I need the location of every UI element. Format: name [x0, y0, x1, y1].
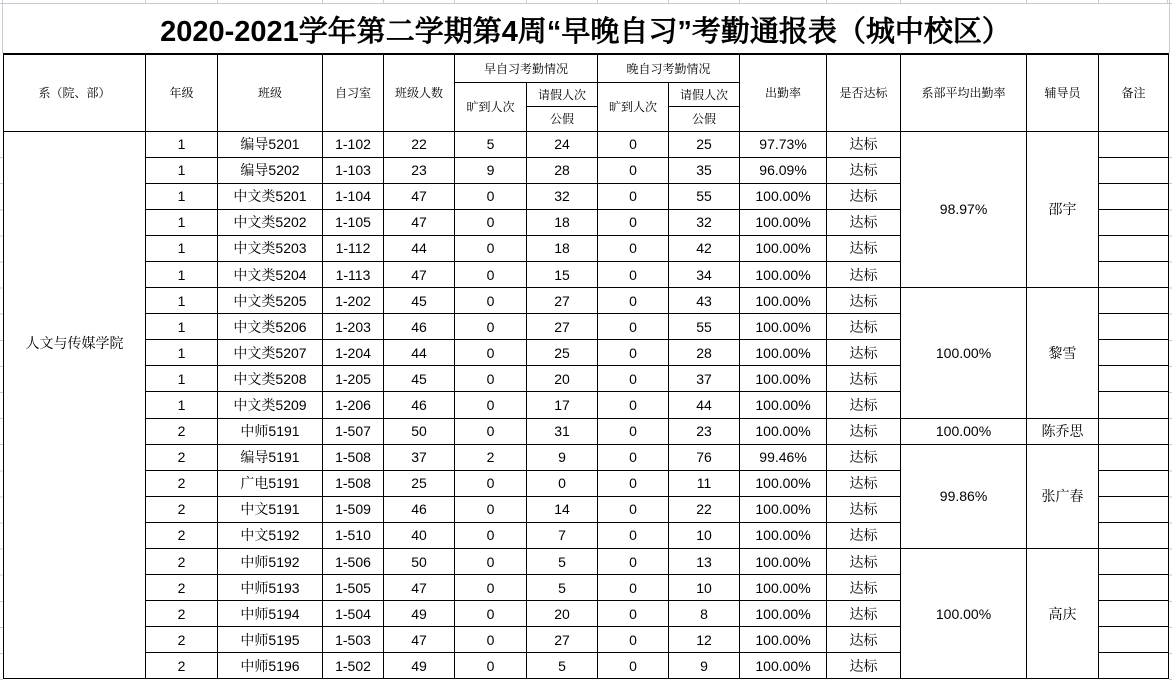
room-cell: 1-205 — [323, 366, 384, 392]
morning-leave-cell: 32 — [527, 183, 598, 209]
morning-absent-cell: 0 — [455, 183, 527, 209]
excel-gridline-stub — [322, 0, 323, 4]
rate-cell: 100.00% — [740, 496, 827, 522]
class-size-cell: 23 — [384, 157, 455, 183]
remark-cell — [1099, 314, 1169, 340]
morning-absent-cell: 0 — [455, 418, 527, 444]
class-size-cell: 47 — [384, 627, 455, 653]
room-cell: 1-510 — [323, 522, 384, 548]
evening-absent-cell: 0 — [598, 627, 669, 653]
evening-leave-cell: 43 — [669, 288, 740, 314]
morning-absent-cell: 0 — [455, 314, 527, 340]
morning-leave-cell: 17 — [527, 392, 598, 418]
grade-cell: 1 — [146, 288, 218, 314]
class-cell: 中文类5206 — [218, 314, 323, 340]
grade-cell: 2 — [146, 444, 218, 470]
rate-cell: 100.00% — [740, 261, 827, 287]
col-header-standard: 是否达标 — [827, 54, 901, 131]
morning-leave-cell: 14 — [527, 496, 598, 522]
standard-cell: 达标 — [827, 366, 901, 392]
remark-cell — [1099, 261, 1169, 287]
remark-cell — [1099, 366, 1169, 392]
evening-leave-cell: 34 — [669, 261, 740, 287]
evening-absent-cell: 0 — [598, 601, 669, 627]
grade-cell: 1 — [146, 235, 218, 261]
col-header-study-room: 自习室 — [323, 54, 384, 131]
grade-cell: 1 — [146, 157, 218, 183]
remark-cell — [1099, 157, 1169, 183]
page-title: 2020-2021学年第二学期第4周“早晚自习”考勤通报表（城中校区） — [160, 15, 1011, 48]
morning-absent-cell: 0 — [455, 209, 527, 235]
evening-leave-cell: 10 — [669, 575, 740, 601]
grade-cell: 1 — [146, 392, 218, 418]
grade-cell: 2 — [146, 522, 218, 548]
evening-leave-cell: 8 — [669, 601, 740, 627]
grade-cell: 2 — [146, 496, 218, 522]
class-size-cell: 37 — [384, 444, 455, 470]
excel-gridline-stub — [1098, 0, 1099, 4]
morning-leave-cell: 25 — [527, 340, 598, 366]
department-cell: 人文与传媒学院 — [4, 131, 146, 679]
remark-cell — [1099, 575, 1169, 601]
morning-absent-cell: 5 — [455, 131, 527, 157]
morning-leave-cell: 31 — [527, 418, 598, 444]
class-size-cell: 46 — [384, 496, 455, 522]
counselor-cell: 张广春 — [1027, 444, 1099, 548]
standard-cell: 达标 — [827, 444, 901, 470]
room-cell: 1-105 — [323, 209, 384, 235]
dept-avg-cell: 99.86% — [901, 444, 1027, 548]
evening-leave-cell: 10 — [669, 522, 740, 548]
evening-absent-cell: 0 — [598, 496, 669, 522]
grade-cell: 2 — [146, 418, 218, 444]
rate-cell: 100.00% — [740, 183, 827, 209]
remark-cell — [1099, 183, 1169, 209]
remark-cell — [1099, 601, 1169, 627]
morning-leave-cell: 20 — [527, 366, 598, 392]
evening-absent-cell: 0 — [598, 288, 669, 314]
morning-leave-cell: 28 — [527, 157, 598, 183]
rate-cell: 99.46% — [740, 444, 827, 470]
col-header-class: 班级 — [218, 54, 323, 131]
evening-leave-cell: 32 — [669, 209, 740, 235]
remark-cell — [1099, 235, 1169, 261]
grade-cell: 1 — [146, 183, 218, 209]
room-cell: 1-508 — [323, 470, 384, 496]
excel-gridline-stub — [454, 0, 455, 4]
grade-cell: 2 — [146, 575, 218, 601]
room-cell: 1-113 — [323, 261, 384, 287]
table-row — [4, 131, 1169, 157]
col-header-evening-leave: 请假人次 — [669, 82, 740, 106]
rate-cell: 100.00% — [740, 470, 827, 496]
rate-cell: 100.00% — [740, 601, 827, 627]
standard-cell: 达标 — [827, 627, 901, 653]
class-size-cell: 50 — [384, 418, 455, 444]
morning-leave-cell: 5 — [527, 653, 598, 679]
evening-leave-cell: 25 — [669, 131, 740, 157]
rate-cell: 100.00% — [740, 549, 827, 575]
rate-cell: 100.00% — [740, 392, 827, 418]
grade-cell: 2 — [146, 627, 218, 653]
table-row — [4, 288, 1169, 314]
class-cell: 中师5196 — [218, 653, 323, 679]
room-cell: 1-206 — [323, 392, 384, 418]
rate-cell: 96.09% — [740, 157, 827, 183]
rate-cell: 100.00% — [740, 522, 827, 548]
evening-leave-cell: 76 — [669, 444, 740, 470]
excel-gridline-stub — [383, 0, 384, 4]
evening-absent-cell: 0 — [598, 131, 669, 157]
room-cell: 1-103 — [323, 157, 384, 183]
grade-cell: 1 — [146, 131, 218, 157]
class-cell: 中师5192 — [218, 549, 323, 575]
morning-absent-cell: 0 — [455, 653, 527, 679]
morning-absent-cell: 0 — [455, 627, 527, 653]
evening-absent-cell: 0 — [598, 235, 669, 261]
class-cell: 中师5195 — [218, 627, 323, 653]
rate-cell: 100.00% — [740, 209, 827, 235]
evening-absent-cell: 0 — [598, 418, 669, 444]
class-size-cell: 45 — [384, 288, 455, 314]
class-size-cell: 44 — [384, 340, 455, 366]
counselor-cell: 陈乔思 — [1027, 418, 1099, 444]
evening-leave-cell: 11 — [669, 470, 740, 496]
evening-absent-cell: 0 — [598, 392, 669, 418]
excel-gridline-stub — [1167, 0, 1168, 4]
col-header-evening-public-leave: 公假 — [669, 106, 740, 131]
morning-leave-cell: 27 — [527, 314, 598, 340]
table-row — [4, 444, 1169, 470]
remark-cell — [1099, 418, 1169, 444]
morning-leave-cell: 18 — [527, 209, 598, 235]
room-cell: 1-504 — [323, 601, 384, 627]
standard-cell: 达标 — [827, 549, 901, 575]
class-size-cell: 45 — [384, 366, 455, 392]
evening-absent-cell: 0 — [598, 575, 669, 601]
remark-cell — [1099, 131, 1169, 157]
class-size-cell: 44 — [384, 235, 455, 261]
col-header-rate: 出勤率 — [740, 54, 827, 131]
class-size-cell: 47 — [384, 575, 455, 601]
excel-gridline-stub — [900, 0, 901, 4]
morning-leave-cell: 27 — [527, 627, 598, 653]
class-size-cell: 25 — [384, 470, 455, 496]
class-size-cell: 47 — [384, 209, 455, 235]
standard-cell: 达标 — [827, 288, 901, 314]
class-cell: 编导5201 — [218, 131, 323, 157]
standard-cell: 达标 — [827, 575, 901, 601]
morning-absent-cell: 0 — [455, 549, 527, 575]
col-header-remark: 备注 — [1099, 54, 1169, 131]
excel-gridline-right — [1169, 0, 1170, 53]
morning-absent-cell: 0 — [455, 392, 527, 418]
evening-absent-cell: 0 — [598, 470, 669, 496]
remark-cell — [1099, 209, 1169, 235]
dept-avg-cell: 100.00% — [901, 549, 1027, 679]
col-header-department: 系（院、部） — [4, 54, 146, 131]
standard-cell: 达标 — [827, 653, 901, 679]
class-cell: 编导5202 — [218, 157, 323, 183]
grade-cell: 1 — [146, 209, 218, 235]
room-cell: 1-508 — [323, 444, 384, 470]
class-cell: 编导5191 — [218, 444, 323, 470]
room-cell: 1-506 — [323, 549, 384, 575]
class-size-cell: 49 — [384, 601, 455, 627]
class-size-cell: 40 — [384, 522, 455, 548]
room-cell: 1-102 — [323, 131, 384, 157]
rate-cell: 100.00% — [740, 418, 827, 444]
class-cell: 中文类5202 — [218, 209, 323, 235]
room-cell: 1-509 — [323, 496, 384, 522]
morning-absent-cell: 0 — [455, 235, 527, 261]
morning-absent-cell: 9 — [455, 157, 527, 183]
morning-absent-cell: 0 — [455, 496, 527, 522]
standard-cell: 达标 — [827, 340, 901, 366]
col-header-morning-leave: 请假人次 — [527, 82, 598, 106]
evening-leave-cell: 37 — [669, 366, 740, 392]
excel-gridline-strip — [0, 0, 1172, 4]
rate-cell: 97.73% — [740, 131, 827, 157]
col-header-evening-absent: 旷到人次 — [598, 82, 669, 131]
standard-cell: 达标 — [827, 314, 901, 340]
standard-cell: 达标 — [827, 392, 901, 418]
morning-leave-cell: 18 — [527, 235, 598, 261]
morning-absent-cell: 2 — [455, 444, 527, 470]
class-cell: 中文5191 — [218, 496, 323, 522]
standard-cell: 达标 — [827, 522, 901, 548]
evening-leave-cell: 42 — [669, 235, 740, 261]
excel-gridline-stub — [145, 0, 146, 4]
class-size-cell: 47 — [384, 183, 455, 209]
grade-cell: 1 — [146, 366, 218, 392]
dept-avg-cell: 98.97% — [901, 131, 1027, 288]
class-cell: 中师5194 — [218, 601, 323, 627]
excel-gridline-stub — [526, 0, 527, 4]
evening-leave-cell: 35 — [669, 157, 740, 183]
col-header-grade: 年级 — [146, 54, 218, 131]
evening-leave-cell: 9 — [669, 653, 740, 679]
col-header-evening-group: 晚自习考勤情况 — [598, 54, 740, 82]
class-cell: 广电5191 — [218, 470, 323, 496]
standard-cell: 达标 — [827, 418, 901, 444]
counselor-cell: 高庆 — [1027, 549, 1099, 679]
class-cell: 中文类5204 — [218, 261, 323, 287]
morning-leave-cell: 5 — [527, 575, 598, 601]
rate-cell: 100.00% — [740, 340, 827, 366]
evening-absent-cell: 0 — [598, 209, 669, 235]
standard-cell: 达标 — [827, 496, 901, 522]
remark-cell — [1099, 496, 1169, 522]
evening-absent-cell: 0 — [598, 653, 669, 679]
col-header-morning-group: 早自习考勤情况 — [455, 54, 598, 82]
class-cell: 中师5191 — [218, 418, 323, 444]
class-size-cell: 46 — [384, 392, 455, 418]
col-header-class-size: 班级人数 — [384, 54, 455, 131]
excel-gridline-stub — [739, 0, 740, 4]
grade-cell: 1 — [146, 314, 218, 340]
room-cell: 1-203 — [323, 314, 384, 340]
class-size-cell: 49 — [384, 653, 455, 679]
morning-absent-cell: 0 — [455, 522, 527, 548]
excel-gridline-stub — [668, 0, 669, 4]
evening-absent-cell: 0 — [598, 157, 669, 183]
class-cell: 中文类5208 — [218, 366, 323, 392]
morning-leave-cell: 15 — [527, 261, 598, 287]
morning-absent-cell: 0 — [455, 470, 527, 496]
evening-leave-cell: 22 — [669, 496, 740, 522]
room-cell: 1-104 — [323, 183, 384, 209]
rate-cell: 100.00% — [740, 235, 827, 261]
morning-absent-cell: 0 — [455, 575, 527, 601]
counselor-cell: 黎雪 — [1027, 288, 1099, 418]
evening-absent-cell: 0 — [598, 522, 669, 548]
evening-leave-cell: 44 — [669, 392, 740, 418]
evening-absent-cell: 0 — [598, 340, 669, 366]
remark-cell — [1099, 392, 1169, 418]
remark-cell — [1099, 340, 1169, 366]
rate-cell: 100.00% — [740, 653, 827, 679]
evening-absent-cell: 0 — [598, 314, 669, 340]
class-cell: 中文类5203 — [218, 235, 323, 261]
evening-absent-cell: 0 — [598, 444, 669, 470]
standard-cell: 达标 — [827, 209, 901, 235]
standard-cell: 达标 — [827, 131, 901, 157]
grade-cell: 2 — [146, 601, 218, 627]
grade-cell: 2 — [146, 470, 218, 496]
evening-absent-cell: 0 — [598, 183, 669, 209]
evening-leave-cell: 23 — [669, 418, 740, 444]
evening-leave-cell: 12 — [669, 627, 740, 653]
evening-leave-cell: 55 — [669, 314, 740, 340]
table-row — [4, 549, 1169, 575]
class-size-cell: 22 — [384, 131, 455, 157]
class-cell: 中文类5201 — [218, 183, 323, 209]
standard-cell: 达标 — [827, 157, 901, 183]
room-cell: 1-112 — [323, 235, 384, 261]
remark-cell — [1099, 288, 1169, 314]
morning-leave-cell: 27 — [527, 288, 598, 314]
col-header-counselor: 辅导员 — [1027, 54, 1099, 131]
rate-cell: 100.00% — [740, 314, 827, 340]
rate-cell: 100.00% — [740, 575, 827, 601]
morning-absent-cell: 0 — [455, 261, 527, 287]
room-cell: 1-502 — [323, 653, 384, 679]
room-cell: 1-503 — [323, 627, 384, 653]
room-cell: 1-507 — [323, 418, 384, 444]
class-cell: 中文类5205 — [218, 288, 323, 314]
standard-cell: 达标 — [827, 235, 901, 261]
standard-cell: 达标 — [827, 183, 901, 209]
attendance-table — [3, 53, 1169, 679]
remark-cell — [1099, 627, 1169, 653]
room-cell: 1-505 — [323, 575, 384, 601]
remark-cell — [1099, 549, 1169, 575]
rate-cell: 100.00% — [740, 627, 827, 653]
evening-leave-cell: 28 — [669, 340, 740, 366]
header-row-1 — [4, 54, 1169, 82]
room-cell: 1-202 — [323, 288, 384, 314]
excel-gridline-stub — [597, 0, 598, 4]
morning-absent-cell: 0 — [455, 366, 527, 392]
table-row — [4, 418, 1169, 444]
class-size-cell: 47 — [384, 261, 455, 287]
morning-leave-cell: 7 — [527, 522, 598, 548]
grade-cell: 2 — [146, 549, 218, 575]
evening-absent-cell: 0 — [598, 366, 669, 392]
evening-leave-cell: 13 — [669, 549, 740, 575]
rate-cell: 100.00% — [740, 366, 827, 392]
excel-gridline-stub — [826, 0, 827, 4]
morning-leave-cell: 0 — [527, 470, 598, 496]
class-cell: 中文类5207 — [218, 340, 323, 366]
remark-cell — [1099, 522, 1169, 548]
class-cell: 中文5192 — [218, 522, 323, 548]
class-cell: 中文类5209 — [218, 392, 323, 418]
class-cell: 中师5193 — [218, 575, 323, 601]
morning-leave-cell: 9 — [527, 444, 598, 470]
standard-cell: 达标 — [827, 470, 901, 496]
col-header-dept-avg: 系部平均出勤率 — [901, 54, 1027, 131]
morning-leave-cell: 20 — [527, 601, 598, 627]
remark-cell — [1099, 470, 1169, 496]
col-header-morning-absent: 旷到人次 — [455, 82, 527, 131]
grade-cell: 1 — [146, 261, 218, 287]
morning-leave-cell: 5 — [527, 549, 598, 575]
morning-absent-cell: 0 — [455, 288, 527, 314]
excel-gridline-stub — [1026, 0, 1027, 4]
counselor-cell: 邵宇 — [1027, 131, 1099, 288]
rate-cell: 100.00% — [740, 288, 827, 314]
morning-absent-cell: 0 — [455, 340, 527, 366]
class-size-cell: 46 — [384, 314, 455, 340]
remark-cell — [1099, 653, 1169, 679]
dept-avg-cell: 100.00% — [901, 418, 1027, 444]
grade-cell: 2 — [146, 653, 218, 679]
evening-absent-cell: 0 — [598, 261, 669, 287]
excel-gridline-stub — [217, 0, 218, 4]
standard-cell: 达标 — [827, 601, 901, 627]
grade-cell: 1 — [146, 340, 218, 366]
standard-cell: 达标 — [827, 261, 901, 287]
morning-absent-cell: 0 — [455, 601, 527, 627]
col-header-morning-public-leave: 公假 — [527, 106, 598, 131]
remark-cell — [1099, 444, 1169, 470]
room-cell: 1-204 — [323, 340, 384, 366]
evening-leave-cell: 55 — [669, 183, 740, 209]
evening-absent-cell: 0 — [598, 549, 669, 575]
class-size-cell: 50 — [384, 549, 455, 575]
dept-avg-cell: 100.00% — [901, 288, 1027, 418]
morning-leave-cell: 24 — [527, 131, 598, 157]
